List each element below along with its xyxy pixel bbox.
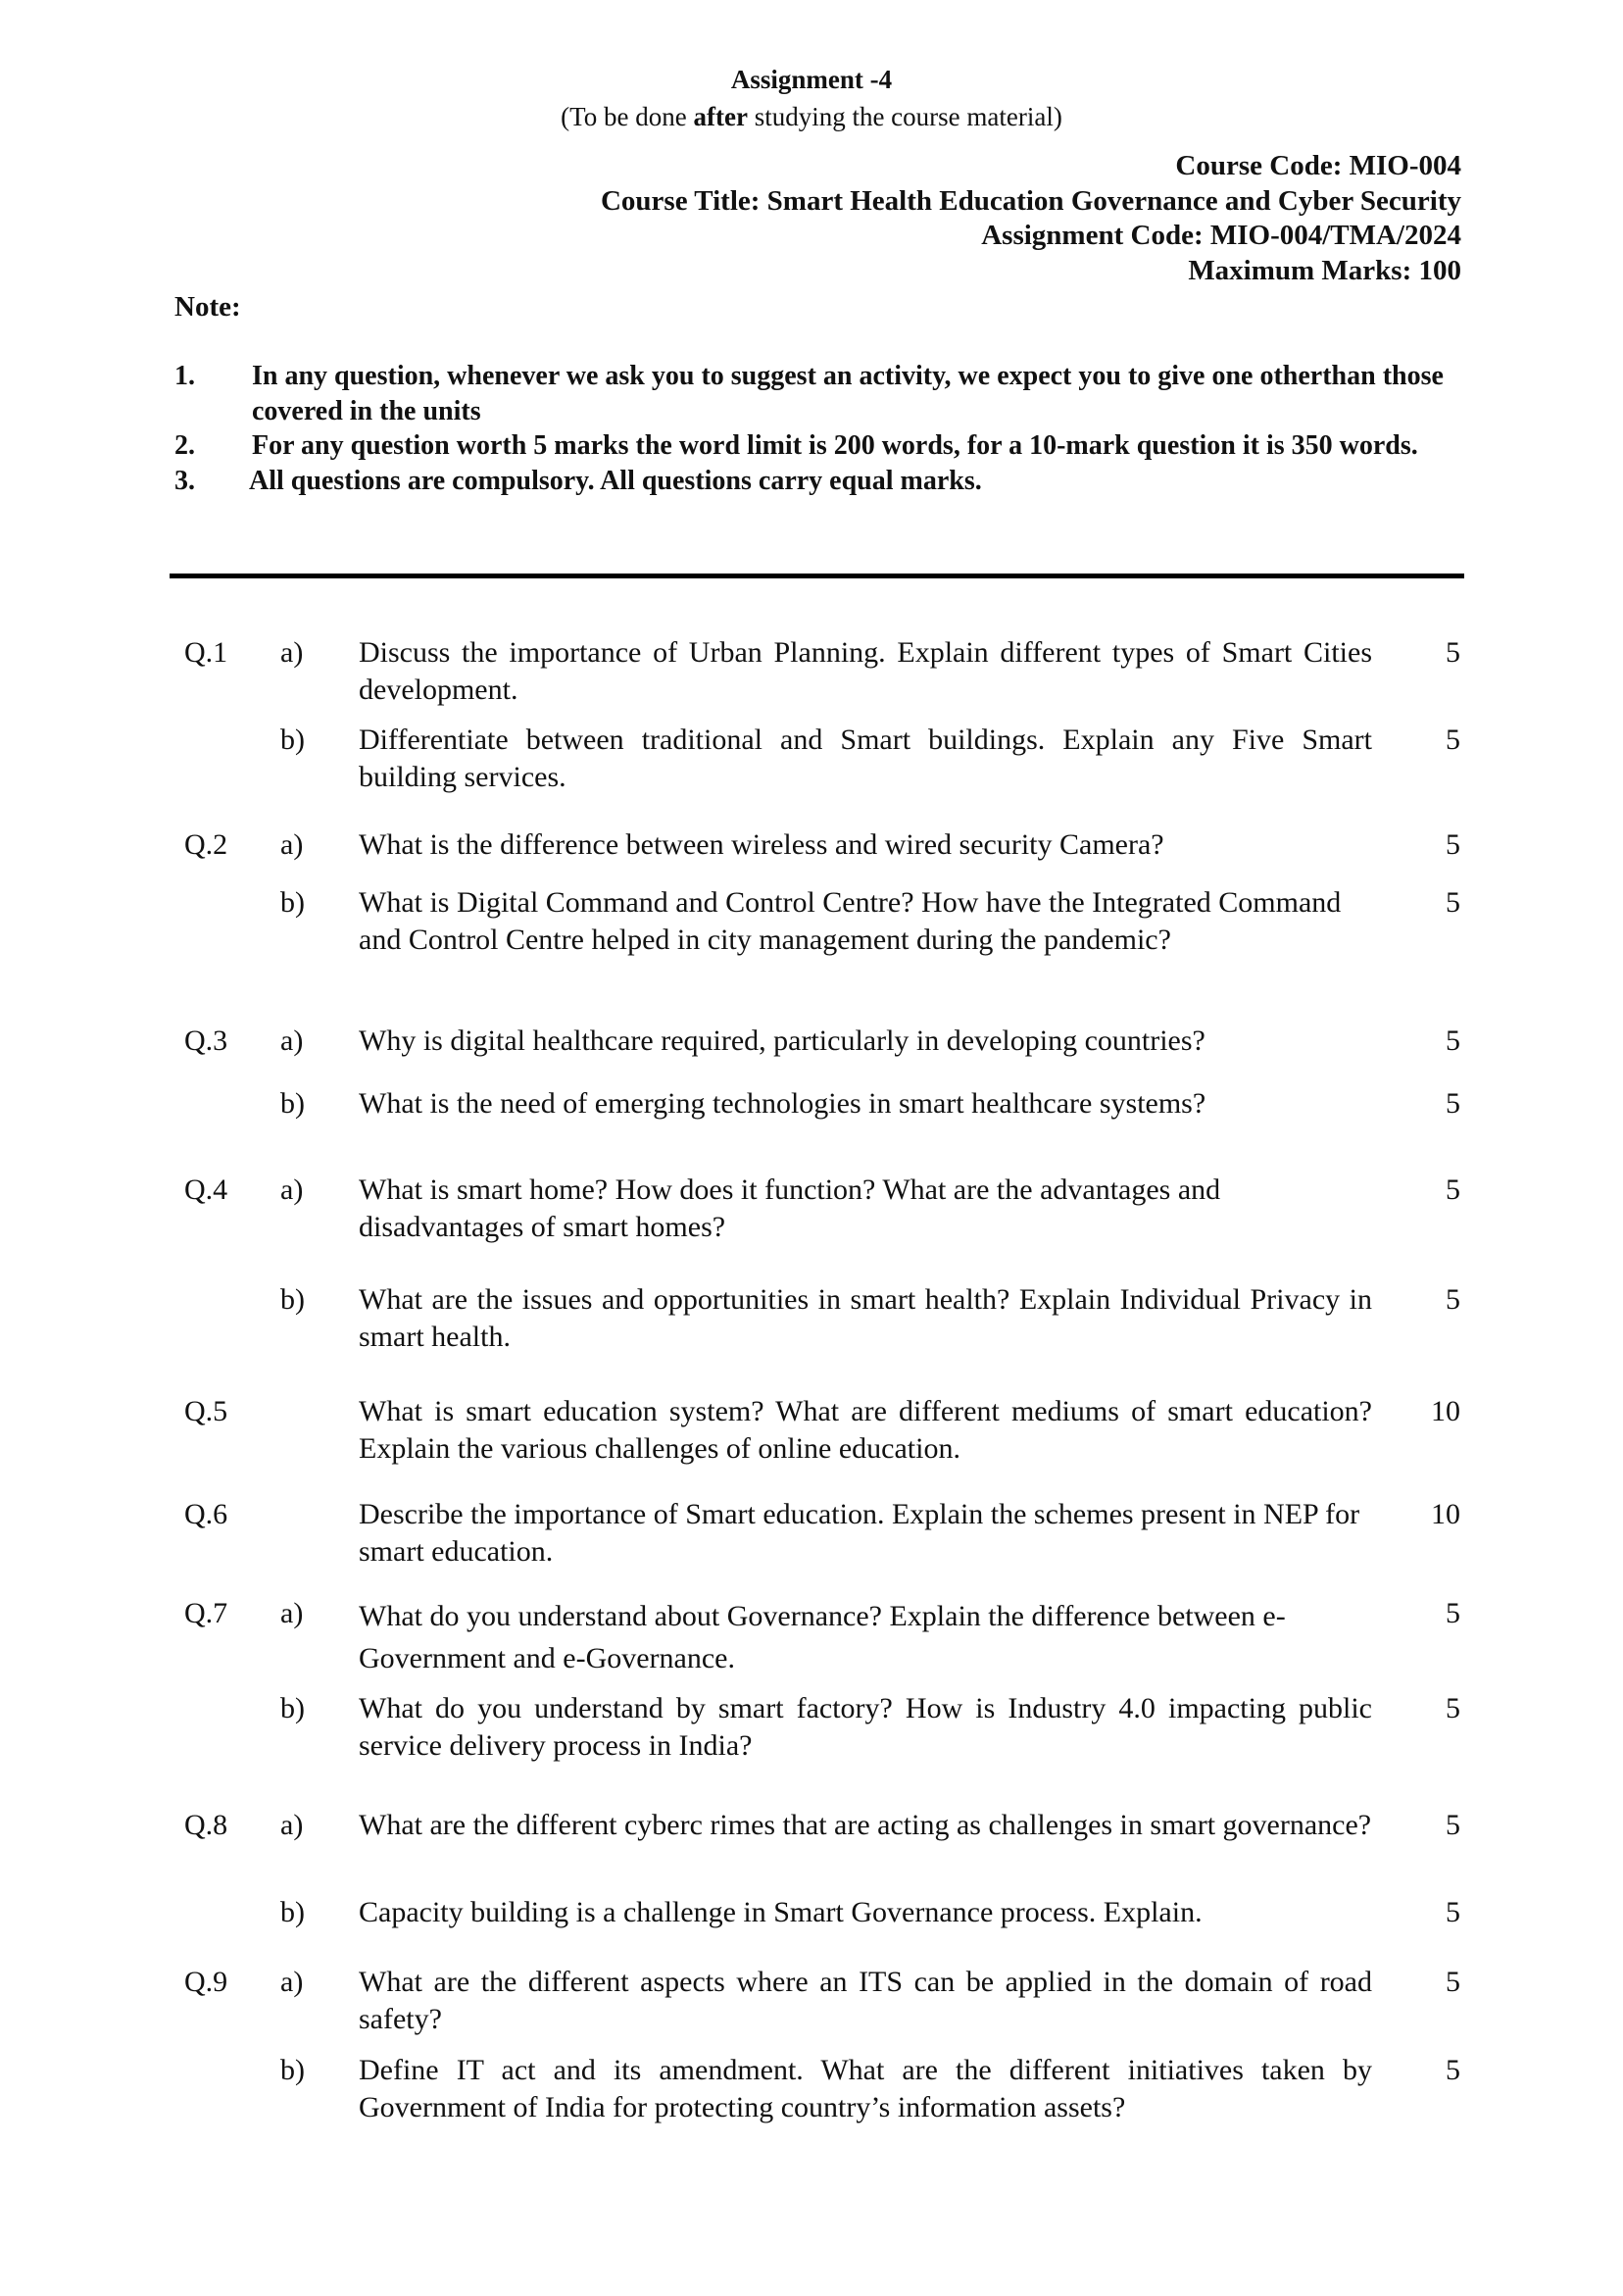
question-marks: 10 — [1431, 1395, 1460, 1427]
question-part: a) — [280, 1173, 304, 1206]
question-part: a) — [280, 1966, 304, 1998]
question-text: What are the different cyberc rimes that are acting as challenges in smart governance? — [359, 1809, 1372, 1841]
question-marks: 5 — [1446, 636, 1460, 669]
question-number: Q.9 — [184, 1966, 228, 1998]
note-item — [174, 428, 1468, 464]
note-text: For any question worth 5 marks the word limit is 200 words, for a 10-mark question it is 350 words. — [252, 430, 1418, 461]
question-part: a) — [280, 636, 304, 669]
question-text: What is the difference between wireless and wired security Camera? — [359, 828, 1164, 861]
question-text: What is the need of emerging technologies in smart healthcare systems? — [359, 1087, 1206, 1120]
question-marks: 5 — [1446, 1966, 1460, 1998]
question-text: Discuss the importance of Urban Planning. Explain different types of Smart Cities development. — [359, 636, 1372, 706]
notes-list — [174, 359, 1468, 498]
question-marks: 5 — [1446, 2054, 1460, 2086]
question-marks: 5 — [1446, 828, 1460, 861]
question-text: What are the issues and opportunities in smart health? Explain Individual Privacy in smart health. — [359, 1283, 1372, 1353]
question-text: Differentiate between traditional and Smart buildings. Explain any Five Smart building services. — [359, 724, 1372, 793]
question-text: What do you understand by smart factory? How is Industry 4.0 impacting public service delivery process in India? — [359, 1692, 1372, 1762]
note-item — [174, 464, 1468, 499]
question-part: b) — [280, 724, 305, 756]
question-text: Describe the importance of Smart education. Explain the schemes present in NEP for smart education. — [359, 1498, 1360, 1568]
question-part: b) — [280, 2054, 305, 2086]
question-part: a) — [280, 1809, 304, 1841]
question-part: b) — [280, 1087, 305, 1120]
assignment-title: Assignment -4 — [730, 65, 893, 94]
subtitle-suffix: studying the course material) — [747, 102, 1062, 131]
question-number: Q.1 — [184, 636, 228, 669]
question-part: a) — [280, 1024, 304, 1057]
note-text: All questions are compulsory. All questions carry equal marks. — [249, 465, 982, 496]
maximum-marks: Maximum Marks: 100 — [1188, 254, 1461, 286]
course-title: Course Title: Smart Health Education Governance and Cyber Security — [600, 184, 1461, 217]
course-code: Course Code: MIO-004 — [1175, 150, 1461, 181]
note-text: In any question, whenever we ask you to suggest an activity, we expect you to give one otherthan those covered in the units — [252, 361, 1444, 426]
assignment-subtitle — [0, 102, 1623, 132]
question-text: Why is digital healthcare required, particularly in developing countries? — [359, 1024, 1205, 1057]
question-number: Q.3 — [184, 1024, 228, 1057]
question-number: Q.8 — [184, 1809, 228, 1841]
note-item — [174, 359, 1468, 428]
question-part: b) — [280, 1896, 305, 1928]
question-part: b) — [280, 1692, 305, 1724]
question-marks: 5 — [1446, 886, 1460, 919]
question-marks: 10 — [1431, 1498, 1460, 1530]
question-marks: 5 — [1446, 1087, 1460, 1120]
question-marks: 5 — [1446, 1173, 1460, 1206]
question-marks: 5 — [1446, 1597, 1460, 1629]
question-part: b) — [280, 886, 305, 919]
course-meta — [601, 149, 1461, 288]
question-marks: 5 — [1446, 1896, 1460, 1928]
question-number: Q.6 — [184, 1498, 228, 1530]
question-text: Capacity building is a challenge in Smart Governance process. Explain. — [359, 1896, 1203, 1928]
question-text: What is smart home? How does it function? What are the advantages and disadvantages of smart homes? — [359, 1173, 1221, 1243]
assignment-code: Assignment Code: MIO-004/TMA/2024 — [981, 220, 1461, 251]
question-number: Q.2 — [184, 828, 228, 861]
question-marks: 5 — [1446, 1692, 1460, 1724]
note-number: 3. — [174, 465, 195, 496]
question-text: Define IT act and its amendment. What are the different initiatives taken by Government of India for protecting country’s information assets? — [359, 2054, 1372, 2123]
question-number: Q.7 — [184, 1597, 228, 1629]
question-marks: 5 — [1446, 1809, 1460, 1841]
subtitle-emphasis: after — [693, 102, 748, 131]
section-divider — [170, 574, 1464, 578]
question-text: What do you understand about Governance? Explain the difference between e-Government and e-Governance. — [359, 1600, 1286, 1674]
note-label: Note: — [174, 291, 241, 323]
subtitle-prefix: (To be done — [561, 102, 694, 131]
note-number: 2. — [174, 430, 195, 461]
question-text: What is smart education system? What are different mediums of smart education? Explain the various challenges of online education. — [359, 1395, 1372, 1465]
question-marks: 5 — [1446, 724, 1460, 756]
question-marks: 5 — [1446, 1024, 1460, 1057]
question-text: What are the different aspects where an ITS can be applied in the domain of road safety? — [359, 1966, 1372, 2035]
question-number: Q.4 — [184, 1173, 228, 1206]
question-part: a) — [280, 1597, 304, 1629]
question-part: b) — [280, 1283, 305, 1316]
question-marks: 5 — [1446, 1283, 1460, 1316]
note-number: 1. — [174, 361, 195, 391]
question-text: What is Digital Command and Control Centre? How have the Integrated Command and Control Centre helped in city management during the pandemic? — [359, 886, 1342, 956]
question-part: a) — [280, 828, 304, 861]
question-number: Q.5 — [184, 1395, 228, 1427]
